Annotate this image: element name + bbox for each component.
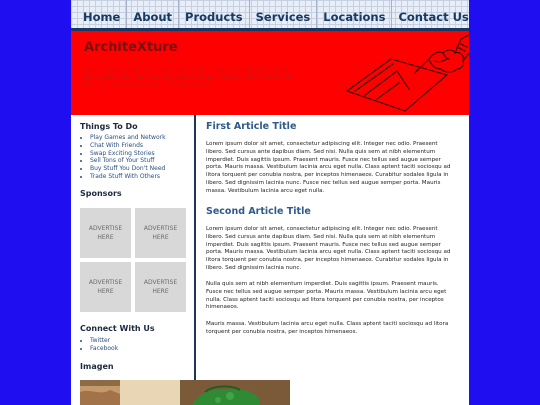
site-header	[71, 31, 469, 115]
advertise-label: ADVERTISE HERE	[88, 225, 123, 241]
nav-about[interactable]: About	[127, 0, 179, 28]
things-item-buy-stuff[interactable]: • Buy Stuff You Don't Need	[90, 165, 166, 173]
sponsors-heading: Sponsors	[80, 189, 122, 198]
nav-services[interactable]: Services	[250, 0, 318, 28]
site-title[interactable]: ArchiteXture	[84, 40, 178, 55]
article-paragraph: Nulla quis sem at nibh elementum imperdiet. Duis sagittis ipsum. Praesent mauris. Fusce nec tellus sed augue semper porta. Mauris massa. Vestibulum lacinia arcu eget nulla. Class aptent taciti sociosqu ad litora torquent per conubia nostra, per inceptos himenaeos.	[206, 281, 447, 311]
page	[71, 0, 469, 405]
article-paragraph: Mauris massa. Vestibulum lacinia arcu eget nulla. Class aptent taciti sociosqu ad litora torquent per conubia nostra, per inceptos himenaeos.	[206, 321, 449, 335]
things-to-do-heading: Things To Do	[80, 122, 138, 131]
main-nav	[71, 0, 469, 31]
gallery-image	[80, 380, 290, 405]
advertise-slot-3[interactable]	[80, 262, 131, 312]
advertise-label: ADVERTISE HERE	[143, 279, 178, 295]
article-body: Lorem ipsum dolor sit amet, consectetur adipiscing elit. Integer nec odio. Praesent libero. Sed cursus ante dapibus diam. Sed nisi. Nulla quis sem at nibh elementum imperdiet. Duis sagittis ipsum. Praesent mauris. Fusce nec tellus sed augue semper porta. Mauris massa. Vestibulum lacinia arcu eget nulla. Class aptent taciti sociosqu ad litora torquent per conubia nostra, per inceptos himenaeos. Curabitur sodales ligula in libero. Sed dignissim lacinia nunc. Fusce nec tellus sed augue semper porta. Mauris massa. Vestibulum lacinia arcu eget nulla.	[206, 141, 451, 194]
advertise-slot-1[interactable]	[80, 208, 131, 258]
things-item-chat[interactable]: • Chat With Friends	[90, 142, 166, 150]
advertise-slot-4[interactable]	[135, 262, 186, 312]
drawing-hand-illustration	[329, 31, 469, 115]
nav-home[interactable]: Home	[77, 0, 127, 28]
advertise-label: ADVERTISE HERE	[88, 279, 123, 295]
article-paragraph: Lorem ipsum dolor sit amet, consectetur adipiscing elit. Integer nec odio. Praesent libero. Sed cursus ante dapibus diam. Sed nisi. Nulla quis sem at nibh elementum imperdiet. Duis sagittis ipsum. Praesent mauris. Fusce nec tellus sed augue semper porta. Mauris massa. Vestibulum lacinia arcu eget nulla. Class aptent taciti sociosqu ad litora torquent per conubia nostra, per inceptos himenaeos. Curabitur sodales ligula in libero. Sed dignissim lacinia nunc.	[206, 226, 451, 271]
connect-heading: Connect With Us	[80, 324, 155, 333]
sidebar	[71, 115, 196, 405]
nav-products[interactable]: Products	[179, 0, 250, 28]
nav-locations[interactable]: Locations	[317, 0, 392, 28]
site-tagline: Praesent libero. Sed cursus ante dapibus diam. Sed nisi. Nulla quis sem at nibh elementum imperdiet. Duis sagittis ipsum. Praesent mauris. Fusce nec tellus sed augue semper porta. Mauris massa.	[84, 68, 293, 88]
facebook-link[interactable]: • Facebook	[90, 345, 118, 353]
things-item-swap-stories[interactable]: • Swap Exciting Stories	[90, 150, 166, 158]
things-item-sell-stuff[interactable]: • Sell Tons of Your Stuff	[90, 157, 166, 165]
connect-list	[80, 337, 118, 353]
advertise-slot-2[interactable]	[135, 208, 186, 258]
nav-contact-us[interactable]: Contact Us	[398, 10, 469, 24]
things-item-play-games[interactable]: • Play Games and Network	[90, 134, 166, 142]
things-item-trade-stuff[interactable]: • Trade Stuff With Others	[90, 173, 166, 181]
things-to-do-list	[80, 134, 166, 181]
article-title[interactable]: Second Article Title	[206, 206, 311, 217]
advertise-label: ADVERTISE HERE	[143, 225, 178, 241]
article-title[interactable]: First Article Title	[206, 121, 297, 132]
twitter-link[interactable]: • Twitter	[90, 337, 118, 345]
imagen-heading: Imagen	[80, 362, 114, 371]
